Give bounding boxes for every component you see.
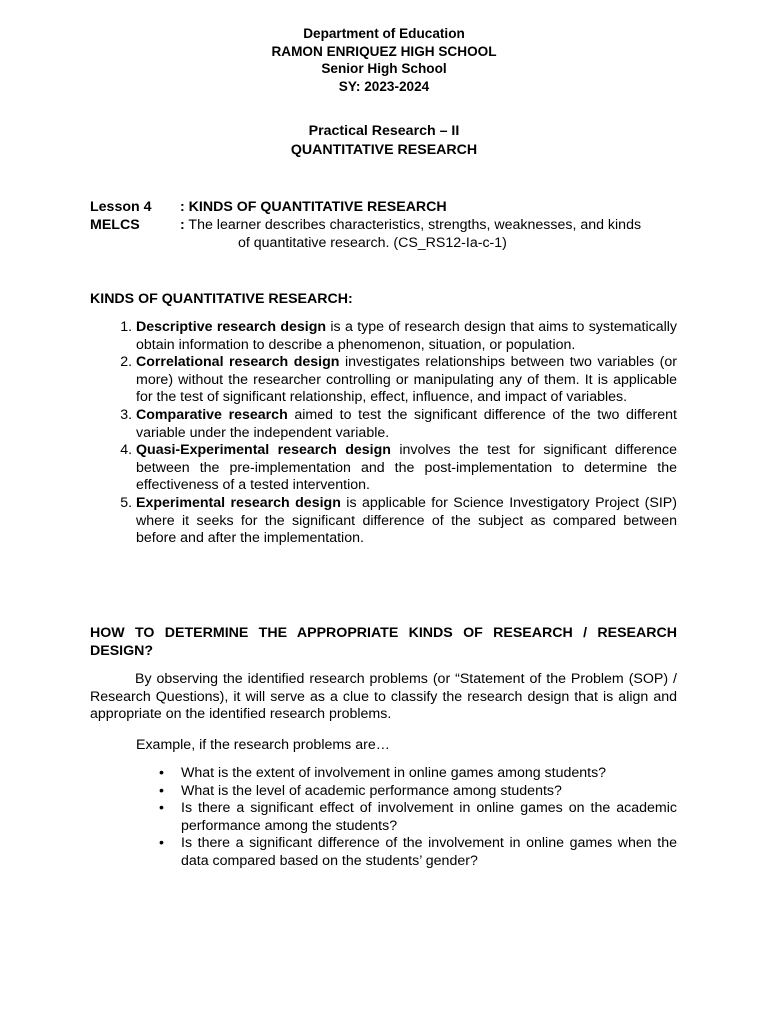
kind-term: Correlational research design bbox=[136, 354, 340, 371]
subject-block bbox=[0, 122, 768, 159]
kind-description: aimed to test the significant difference of the two different variable under the independent variable. bbox=[136, 406, 677, 441]
problem-text: Is there a significant difference of the involvement in online games when the data compared based on the students’ gender? bbox=[181, 835, 677, 869]
lesson-title: : KINDS OF QUANTITATIVE RESEARCH bbox=[180, 199, 447, 215]
list-item bbox=[136, 354, 677, 407]
kind-description: is a type of research design that aims to systematically obtain information to describe a phenomenon, situation, or population. bbox=[136, 319, 677, 353]
header-school: RAMON ENRIQUEZ HIGH SCHOOL bbox=[271, 43, 497, 59]
list-item bbox=[159, 765, 677, 783]
problem-text: What is the level of academic performance among students? bbox=[181, 782, 562, 799]
list-item bbox=[136, 442, 677, 495]
problem-text: Is there a significant effect of involvement in online games on the academic performance among the students? bbox=[181, 800, 677, 834]
bullet-icon: • bbox=[159, 765, 164, 781]
melcs-label: MELCS bbox=[90, 217, 140, 233]
document-header bbox=[0, 25, 768, 96]
bullet-icon: • bbox=[159, 800, 164, 817]
kind-term: Comparative research bbox=[136, 406, 288, 423]
lesson-row bbox=[90, 199, 680, 217]
list-item bbox=[159, 782, 677, 801]
lesson-label: Lesson 4 bbox=[90, 199, 152, 215]
list-item bbox=[159, 800, 677, 835]
kind-term: Quasi-Experimental research design bbox=[136, 442, 391, 459]
melcs-text: The learner describes characteristics, strengths, weaknesses, and kinds bbox=[184, 217, 642, 233]
kind-description: is applicable for Science Investigatory Project (SIP) where it seeks for the significant difference of the subject as compared between before and after the implementation. bbox=[136, 494, 677, 547]
header-department: Department of Education bbox=[303, 26, 465, 41]
list-item bbox=[136, 495, 677, 548]
list-item bbox=[159, 835, 677, 870]
kinds-heading: KINDS OF QUANTITATIVE RESEARCH: bbox=[90, 291, 353, 307]
example-intro: Example, if the research problems are… bbox=[136, 737, 390, 753]
lesson-info bbox=[90, 199, 680, 251]
kinds-list bbox=[90, 319, 677, 548]
bullet-icon: • bbox=[159, 835, 164, 852]
header-division: Senior High School bbox=[321, 61, 447, 77]
problems-list bbox=[136, 765, 677, 871]
melcs-row bbox=[90, 217, 680, 235]
kind-term: Descriptive research design bbox=[136, 319, 327, 335]
header-school-year: SY: 2023-2024 bbox=[338, 79, 430, 95]
kind-description: investigates relationships between two variables (or more) without the researcher controlling or manipulating any of them. It is applicable for the test of significant relationship, effect, influence, and impact of variables. bbox=[136, 354, 678, 406]
subject-subtitle: QUANTITATIVE RESEARCH bbox=[290, 141, 478, 158]
how-paragraph: By observing the identified research problems (or “Statement of the Problem (SOP) / Research Questions), it will serve as a clue to classify the research design that is align and appropriate on the identified research problems. bbox=[90, 671, 677, 723]
problem-text: What is the extent of involvement in online games among students? bbox=[181, 765, 607, 781]
bullet-icon: • bbox=[159, 782, 164, 799]
kind-description: involves the test for significant difference between the pre-implementation and the post-implementation to determine the effectiveness of a tested intervention. bbox=[136, 442, 677, 494]
melcs-colon: : bbox=[180, 217, 185, 233]
how-heading: HOW TO DETERMINE THE APPROPRIATE KINDS OF RESEARCH / RESEARCH DESIGN? bbox=[90, 625, 677, 659]
kind-term: Experimental research design bbox=[136, 494, 341, 511]
list-item bbox=[136, 407, 677, 442]
list-item bbox=[136, 319, 677, 354]
melcs-continuation: of quantitative research. (CS_RS12-Ia-c-1) bbox=[238, 235, 507, 251]
melcs-text-line bbox=[180, 217, 676, 235]
subject-title: Practical Research – II bbox=[308, 123, 460, 139]
